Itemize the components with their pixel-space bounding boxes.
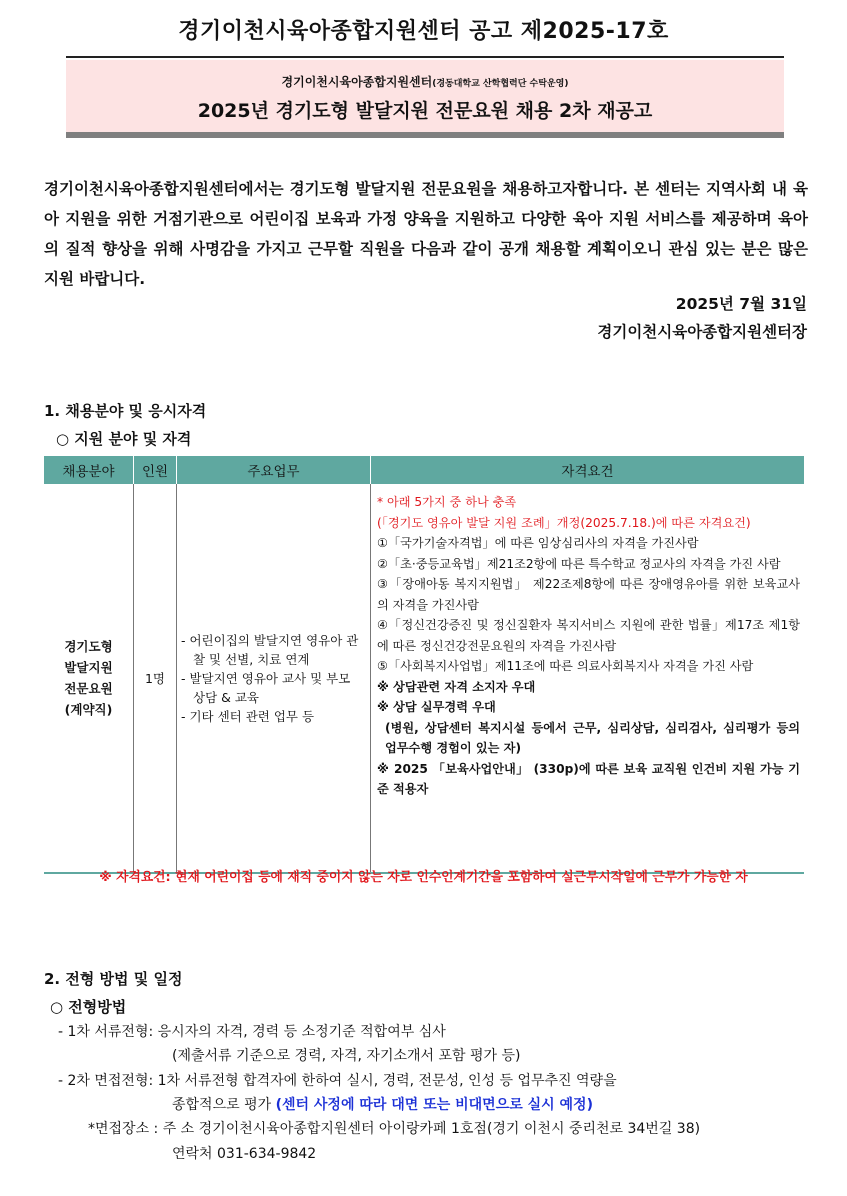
- qual-preference-detail: (병원, 상담센터 복지시설 등에서 근무, 심리상담, 심리검사, 심리평가 등의 업무수행 경험이 있는 자): [385, 720, 800, 755]
- step2-interview-mode: (센터 사정에 따라 대면 또는 비대면으로 실시 예정): [275, 1097, 593, 1113]
- duty-item: - 어린이집의 발달지연 영유아 관찰 및 선별, 치료 연계: [181, 632, 359, 667]
- section2-heading: 2. 전형 방법 및 일정: [44, 970, 183, 988]
- step1-detail: (제출서류 기준으로 경력, 자격, 자기소개서 포함 평가 등): [172, 1048, 521, 1064]
- quals-ordinance: (「경기도 영유아 발달 지원 조례」개정(2025.7.18.)에 따른 자격요건): [377, 515, 751, 530]
- notice-date: 2025년 7월 31일: [675, 295, 807, 313]
- banner-org-name: 경기이천시육아종합지원센터: [281, 75, 433, 89]
- title-banner: [66, 60, 784, 132]
- qual-item: ①「국가기술자격법」에 따른 임상심리사의 자격을 가진사람: [377, 536, 699, 550]
- header-duties: 주요업무: [177, 456, 371, 484]
- header-quals: 자격요건: [371, 456, 805, 484]
- notice-title: 경기이천시육아종합지원센터 공고 제2025-17호: [178, 19, 669, 44]
- qual-item: ④「정신건강증진 및 정신질환자 복지서비스 지원에 관한 법률」제17조 제1항에 따른 정신건강전문요원의 자격을 가진사람: [377, 618, 800, 653]
- step1-text: - 1차 서류전형: 응시자의 자격, 경력 등 소정기준 적합여부 심사: [58, 1024, 446, 1040]
- banner-title: 2025년 경기도형 발달지원 전문요원 채용 2차 재공고: [197, 100, 653, 122]
- header-count: 인원: [134, 456, 177, 484]
- section1-subheading: ○ 지원 분야 및 자격: [56, 430, 192, 448]
- section2-subheading: ○ 전형방법: [50, 998, 127, 1016]
- eligibility-notice: ※ 자격요건: 현재 어린이집 등에 재직 중이지 않는 자로 인수인계기간을 포함하여 실근무시작일에 근무가 가능한 자: [99, 870, 748, 885]
- qual-preference: ※ 상담관련 자격 소지자 우대: [377, 679, 536, 694]
- quals-cell: [371, 484, 805, 873]
- header-field: 채용분야: [44, 456, 134, 484]
- duty-item: - 발달지연 영유아 교사 및 부모 상담 & 교육: [181, 670, 351, 705]
- quals-condition: * 아래 5가지 중 하나 충족: [377, 495, 517, 509]
- notice-signer: 경기이천시육아종합지원센터장: [597, 323, 807, 341]
- field-line: 경기도형: [64, 639, 113, 654]
- requirements-table: [44, 456, 804, 874]
- interview-venue: *면접장소 : 주 소 경기이천시육아종합지원센터 아이랑카페 1호점(경기 이천시 중리천로 34번길 38): [88, 1121, 701, 1137]
- step2-detail: [172, 1094, 593, 1114]
- section1-heading: 1. 채용분야 및 응시자격: [44, 402, 207, 420]
- qual-item: ③「장애아동 복지지원법」 제22조제8항에 따른 장애영유아를 위한 보육교사의 자격을 가진사람: [377, 577, 800, 612]
- title-underline: [66, 56, 784, 58]
- count-cell: 1명: [134, 484, 177, 873]
- intro-paragraph: 경기이천시육아종합지원센터에서는 경기도형 발달지원 전문요원을 채용하고자합니다. 본 센터는 지역사회 내 육아 지원을 위한 거점기관으로 어린이집 보육과 가정 양육을 지원하고 다양한 육아 지원 서비스를 제공하며 육아의 질적 향상을 위해 사명감을 가지고 근무할 직원을 다음과 같이 공개 채용할 계획이오니 관심 있는 분은 많은 지원 바랍니다.: [44, 180, 808, 288]
- step2-detail-text: 종합적으로 평가: [172, 1097, 272, 1113]
- field-line: 발달지원: [64, 660, 113, 675]
- duties-cell: [177, 484, 371, 873]
- qual-item: ⑤「사회복지사업법」제11조에 따른 의료사회복지사 자격을 가진 사람: [377, 659, 754, 673]
- banner-bottom-rule: [66, 132, 784, 138]
- field-cell: [44, 484, 134, 873]
- table-row: [44, 484, 804, 873]
- contact-info: 연락처 031-634-9842: [172, 1146, 317, 1162]
- step2-text: - 2차 면접전형: 1차 서류전형 합격자에 한하여 실시, 경력, 전문성, 인성 등 업무추진 역량을: [58, 1073, 617, 1089]
- qual-preference: ※ 2025 「보육사업안내」 (330p)에 따른 보육 교직원 인건비 지원 가능 기준 적용자: [377, 761, 800, 796]
- qual-preference: ※ 상담 실무경력 우대: [377, 700, 496, 714]
- field-line: (계약직): [64, 702, 113, 717]
- banner-org: [66, 73, 784, 90]
- duty-item: - 기타 센터 관련 업무 등: [181, 708, 315, 724]
- table-header-row: [44, 456, 804, 484]
- qual-item: ②「초·중등교육법」제21조2항에 따른 특수학교 정교사의 자격을 가진 사람: [377, 556, 781, 571]
- field-line: 전문요원: [64, 681, 113, 696]
- banner-org-paren: (경동대학교 산학협력단 수탁운영): [432, 79, 569, 89]
